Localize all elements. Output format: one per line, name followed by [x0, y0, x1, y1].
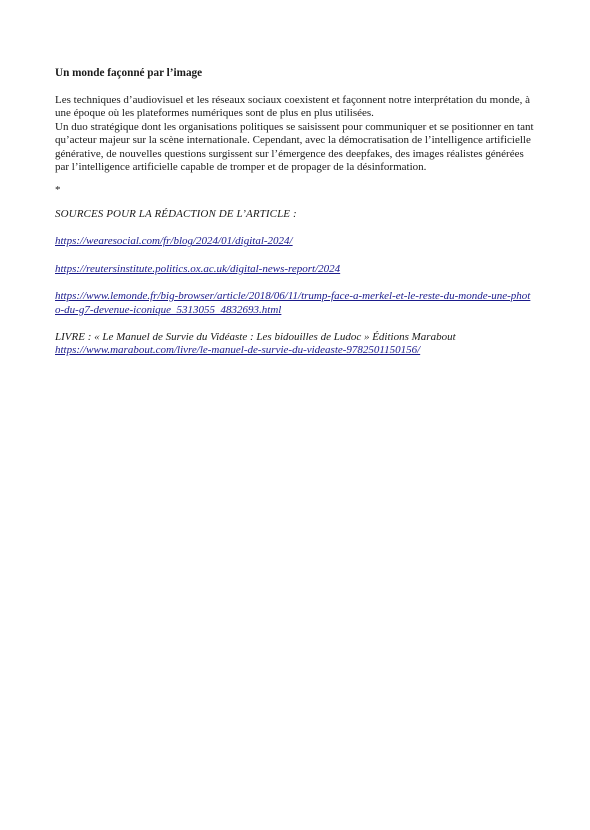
document-page: [55, 66, 535, 358]
article-title: Un monde façonné par l’image: [55, 67, 203, 79]
sources-heading: SOURCES POUR LA RÉDACTION DE L’ARTICLE :: [55, 208, 297, 221]
article-paragraph-2: Un duo stratégique dont les organisations politiques se saisissent pour communiquer et se positionner en tant qu’acteur majeur sur la scène internationale. Cependant, avec la démocratisation de l’intelligence artificielle générative, de nouvelles questions surgissent sur l’émergence des deepfakes, des images réalistes générées par l’intelligence artificielle capable de tromper et de propager de la désinformation.: [55, 120, 534, 174]
source-link-wearesocial[interactable]: https://wearesocial.com/fr/blog/2024/01/digital-2024/: [55, 235, 293, 248]
section-separator: *: [55, 184, 61, 197]
source-link-lemonde[interactable]: https://www.lemonde.fr/big-browser/article/2018/06/11/trump-face-a-merkel-et-le-reste-du-monde-une-photo-du-g7-devenue-iconique_5313055_4832693.html: [55, 290, 531, 316]
book-reference: [55, 331, 535, 358]
source-link-reutersinstitute[interactable]: https://reutersinstitute.politics.ox.ac.uk/digital-news-report/2024: [55, 262, 341, 275]
book-link[interactable]: https://www.marabout.com/livre/le-manuel-de-survie-du-videaste-9782501150156/: [55, 344, 421, 357]
book-label: LIVRE : « Le Manuel de Survie du Vidéaste : Les bidouilles de Ludoc » Éditions Marabout: [55, 331, 456, 344]
article-paragraph-1: Les techniques d’audiovisuel et les réseaux sociaux coexistent et façonnent notre interprétation du monde, à une époque où les plateformes numériques sont de plus en plus utilisées.: [55, 94, 530, 120]
